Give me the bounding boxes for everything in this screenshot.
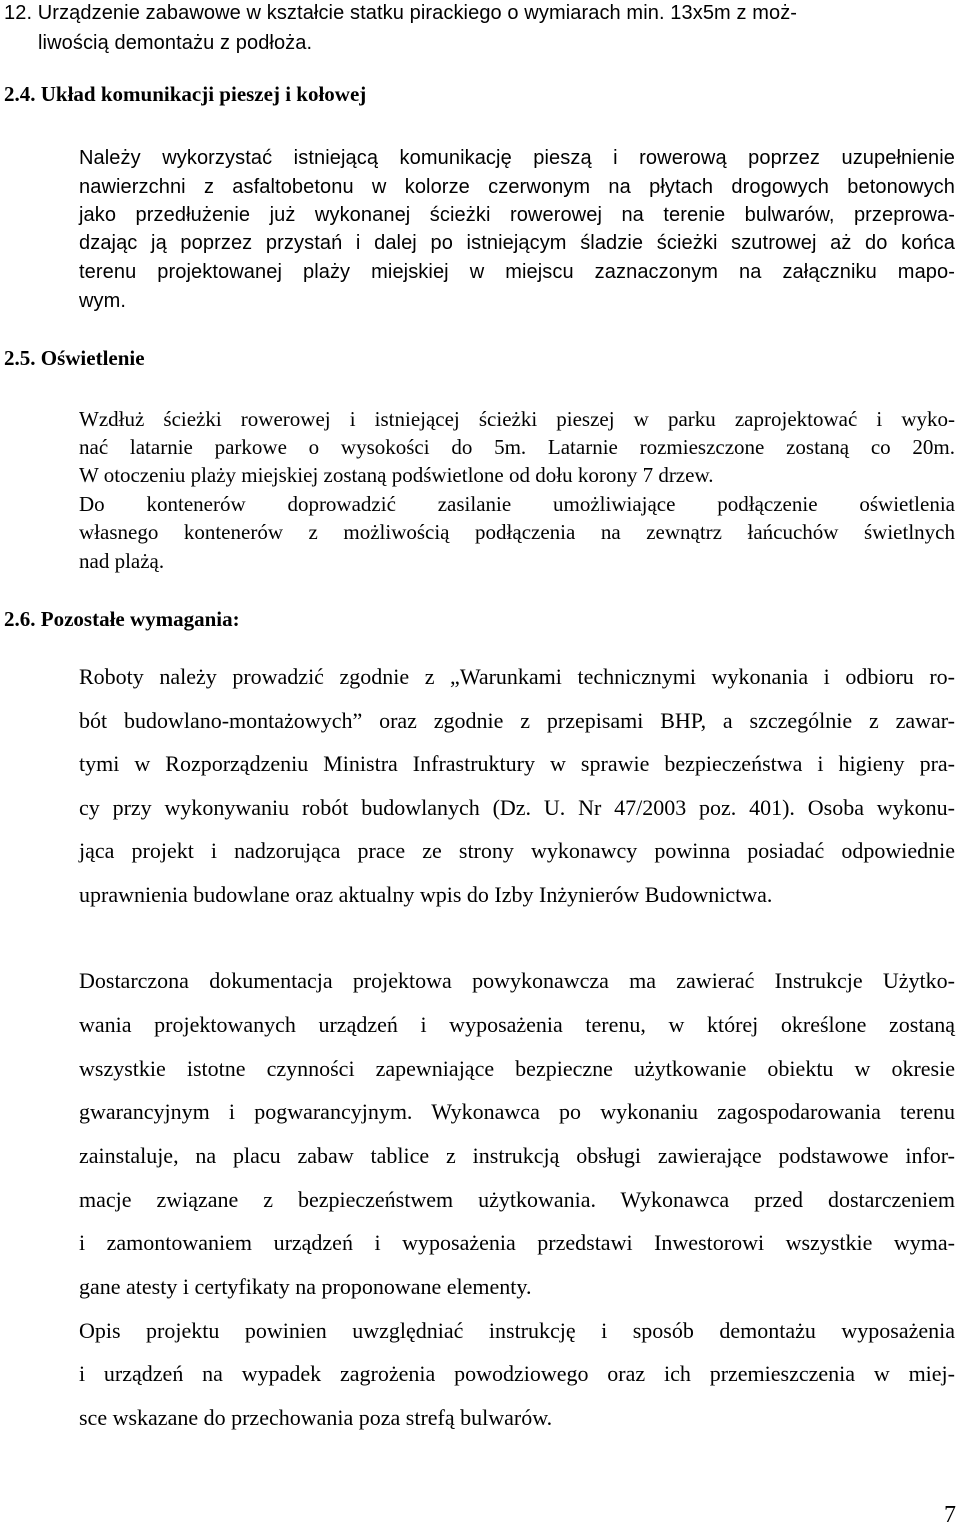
section-2-6-heading: 2.6. Pozostałe wymagania: bbox=[4, 607, 240, 631]
list-item-12-line-1: 12. Urządzenie zabawowe w kształcie statku pirackiego o wymiarach min. 13x5m z moż- bbox=[4, 2, 798, 24]
page-number: 7 bbox=[944, 1502, 956, 1528]
section-2-6-paragraph-1-line: uprawnienia budowlane oraz aktualny wpis do Izby Inżynierów Budownictwa. bbox=[79, 882, 773, 907]
section-2-6-paragraph-2-line: gane atesty i certyfikaty na proponowane elementy. bbox=[79, 1274, 532, 1299]
section-2-5-line: W otoczeniu plaży miejskiej zostaną podświetlone od dołu korony 7 drzew. bbox=[79, 463, 714, 487]
section-2-6-paragraph-1-line: Roboty należy prowadzić zgodnie z „Warunkami technicznymi wykonania i odbioru ro- bbox=[79, 664, 955, 689]
section-2-6-paragraph-2-line: i urządzeń na wypadek zagrożenia powodziowego oraz ich przemieszczenia w miej- bbox=[79, 1361, 955, 1386]
section-2-4-line: dzając ją poprzez przystań i dalej po istniejącym śladzie ścieżki szutrowej aż do końca bbox=[79, 232, 955, 254]
section-2-4-line: terenu projektowanej plaży miejskiej w miejscu zaznaczonym na załączniku mapo- bbox=[79, 261, 955, 283]
section-2-4-line: jako przedłużenie już wykonanej ścieżki rowerowej na terenie bulwarów, przeprowa- bbox=[79, 204, 955, 226]
section-2-6-paragraph-2-line: Opis projektu powinien uwzględniać instrukcję i sposób demontażu wyposażenia bbox=[79, 1318, 955, 1343]
section-2-5-line: nad plażą. bbox=[79, 549, 165, 573]
section-2-4-line: Należy wykorzystać istniejącą komunikację pieszą i rowerową poprzez uzupełnienie bbox=[79, 147, 955, 169]
section-2-6-paragraph-1-line: jąca projekt i nadzorująca prace ze strony wykonawcy powinna posiadać odpowiednie bbox=[79, 838, 955, 863]
section-2-5-line: Do kontenerów doprowadzić zasilanie umożliwiające podłączenie oświetlenia bbox=[79, 492, 955, 516]
section-2-6-paragraph-2-line: sce wskazane do przechowania poza strefą bulwarów. bbox=[79, 1405, 553, 1430]
section-2-5-line: Wzdłuż ścieżki rowerowej i istniejącej ścieżki pieszej w parku zaprojektować i wyko- bbox=[79, 407, 955, 431]
section-2-5-heading: 2.5. Oświetlenie bbox=[4, 346, 145, 370]
section-2-6-paragraph-2-line: i zamontowaniem urządzeń i wyposażenia przedstawi Inwestorowi wszystkie wyma- bbox=[79, 1230, 955, 1255]
section-2-6-paragraph-2-line: zainstaluje, na placu zabaw tablice z instrukcją obsługi zawierające podstawowe infor- bbox=[79, 1143, 955, 1168]
section-2-6-paragraph-2-line: macje związane z bezpieczeństwem użytkowania. Wykonawca przed dostarczeniem bbox=[79, 1187, 955, 1212]
section-2-6-paragraph-2-line: gwarancyjnym i pogwarancyjnym. Wykonawca po wykonaniu zagospodarowania terenu bbox=[79, 1099, 955, 1124]
section-2-6-paragraph-2-line: wszystkie istotne czynności zapewniające bezpieczne użytkowanie obiektu w okresie bbox=[79, 1056, 955, 1081]
section-2-4-line: wym. bbox=[79, 290, 127, 312]
section-2-5-line: nać latarnie parkowe o wysokości do 5m. Latarnie rozmieszczone zostaną co 20m. bbox=[79, 435, 955, 459]
section-2-6-paragraph-2-line: Dostarczona dokumentacja projektowa powykonawcza ma zawierać Instrukcje Użytko- bbox=[79, 968, 955, 993]
section-2-4-heading: 2.4. Układ komunikacji pieszej i kołowej bbox=[4, 82, 367, 106]
section-2-4-line: nawierzchni z asfaltobetonu w kolorze czerwonym na płytach drogowych betonowych bbox=[79, 176, 955, 198]
section-2-6-paragraph-1-line: bót budowlano-montażowych” oraz zgodnie z przepisami BHP, a szczególnie z zawar- bbox=[79, 708, 955, 733]
list-item-12-line-2: liwością demontażu z podłoża. bbox=[38, 32, 313, 54]
section-2-6-paragraph-1-line: tymi w Rozporządzeniu Ministra Infrastruktury w sprawie bezpieczeństwa i higieny pra- bbox=[79, 751, 955, 776]
section-2-5-line: własnego kontenerów z możliwością podłączenia na zewnątrz łańcuchów świetlnych bbox=[79, 520, 955, 544]
section-2-6-paragraph-2-line: wania projektowanych urządzeń i wyposażenia terenu, w której określone zostaną bbox=[79, 1012, 955, 1037]
section-2-6-paragraph-1-line: cy przy wykonywaniu robót budowlanych (Dz. U. Nr 47/2003 poz. 401). Osoba wykonu- bbox=[79, 795, 955, 820]
